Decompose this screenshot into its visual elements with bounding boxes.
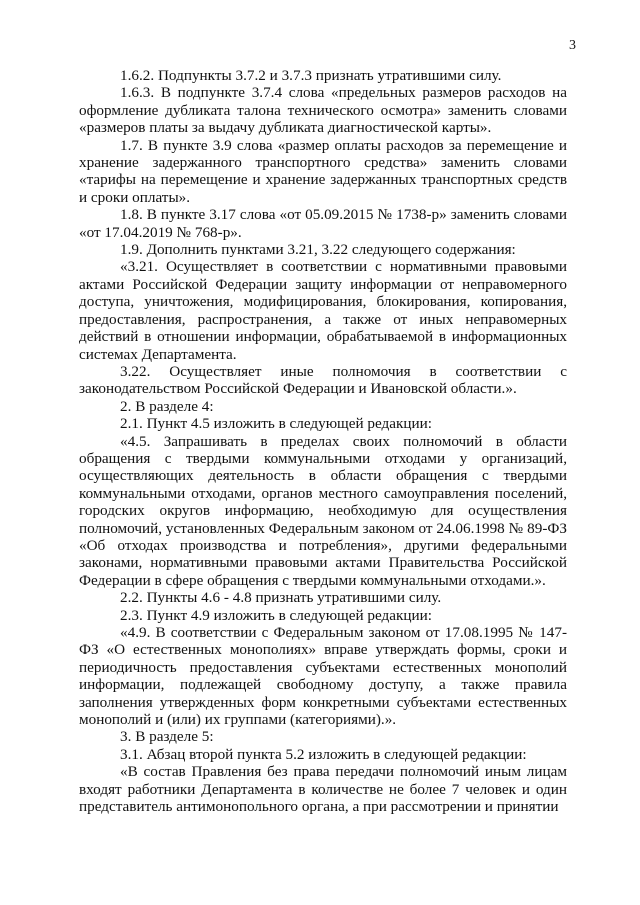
page-number: 3 [569,38,576,53]
paragraph-1-8: 1.8. В пункте 3.17 слова «от 05.09.2015 № 1738-р» заменить словами «от 17.04.2019 № 768-р». [79,206,567,241]
paragraph-4-5: «4.5. Запрашивать в пределах своих полномочий в области обращения с твердыми коммунальными отходами у организаций, осуществляющих деятельность в области обращения с твердыми коммунальными отходами, органов местного самоуправления поселений, городских округов информацию, необходимую для осуществления полномочий, установленных Федеральным законом от 24.06.1998 № 89-ФЗ «Об отходах производства и потребления», другими федеральными законами, нормативными правовыми актами Правительства Российской Федерации в сфере обращения с твердыми коммунальными отходами.». [79,432,567,589]
paragraph-2-1: 2.1. Пункт 4.5 изложить в следующей редакции: [120,415,433,433]
paragraph-4-9: «4.9. В соответствии с Федеральным законом от 17.08.1995 № 147-ФЗ «О естественных монополиях» вправе утверждать формы, сроки и периодичность предоставления субъектами естественных монополий информации, подлежащей свободному доступу, а также правила заполнения утвержденных форм конкретными субъектами естественных монополий и (или) их группами (категориями).». [79,624,567,729]
paragraph-1-6-2: 1.6.2. Подпункты 3.7.2 и 3.7.3 признать утратившими силу. [120,67,502,84]
paragraph-1-9: 1.9. Дополнить пунктами 3.21, 3.22 следующего содержания: [120,241,516,259]
paragraph-3-21: «3.21. Осуществляет в соответствии с нормативными правовыми актами Российской Федерации защиту информации от неправомерного доступа, уничтожения, модифицирования, блокирования, копирования, предоставления, распространения, а также от иных неправомерных действий в отношении информации, обрабатываемой в информационных системах Департамента. [79,258,567,363]
paragraph-3-1: 3.1. Абзац второй пункта 5.2 изложить в следующей редакции: [120,745,527,763]
paragraph-2: 2. В разделе 4: [120,397,214,415]
paragraph-5-2-quote: «В состав Правления без права передачи полномочий иным лицам входят работники Департамента в количестве не более 7 человек и один представитель антимонопольного органа, а при рассмотрении и принятии [79,763,567,816]
paragraph-1-6-3: 1.6.3. В подпункте 3.7.4 слова «предельных размеров расходов на оформление дубликата талона технического осмотра» заменить словами «размеров платы за выдачу дубликата диагностической карты». [79,84,567,137]
paragraph-3-22: 3.22. Осуществляет иные полномочия в соответствии с законодательством Российской Федерации и Ивановской области.». [79,362,567,398]
paragraph-2-2: 2.2. Пункты 4.6 - 4.8 признать утратившими силу. [120,589,442,607]
paragraph-2-3: 2.3. Пункт 4.9 изложить в следующей редакции: [120,606,433,624]
document-body [79,67,567,815]
paragraph-3: 3. В разделе 5: [120,728,214,746]
paragraph-1-7: 1.7. В пункте 3.9 слова «размер оплаты расходов за перемещение и хранение задержанного транспортного средства» заменить словами «тарифы на перемещение и хранение задержанных транспортных средств и сроки оплаты». [79,136,567,206]
